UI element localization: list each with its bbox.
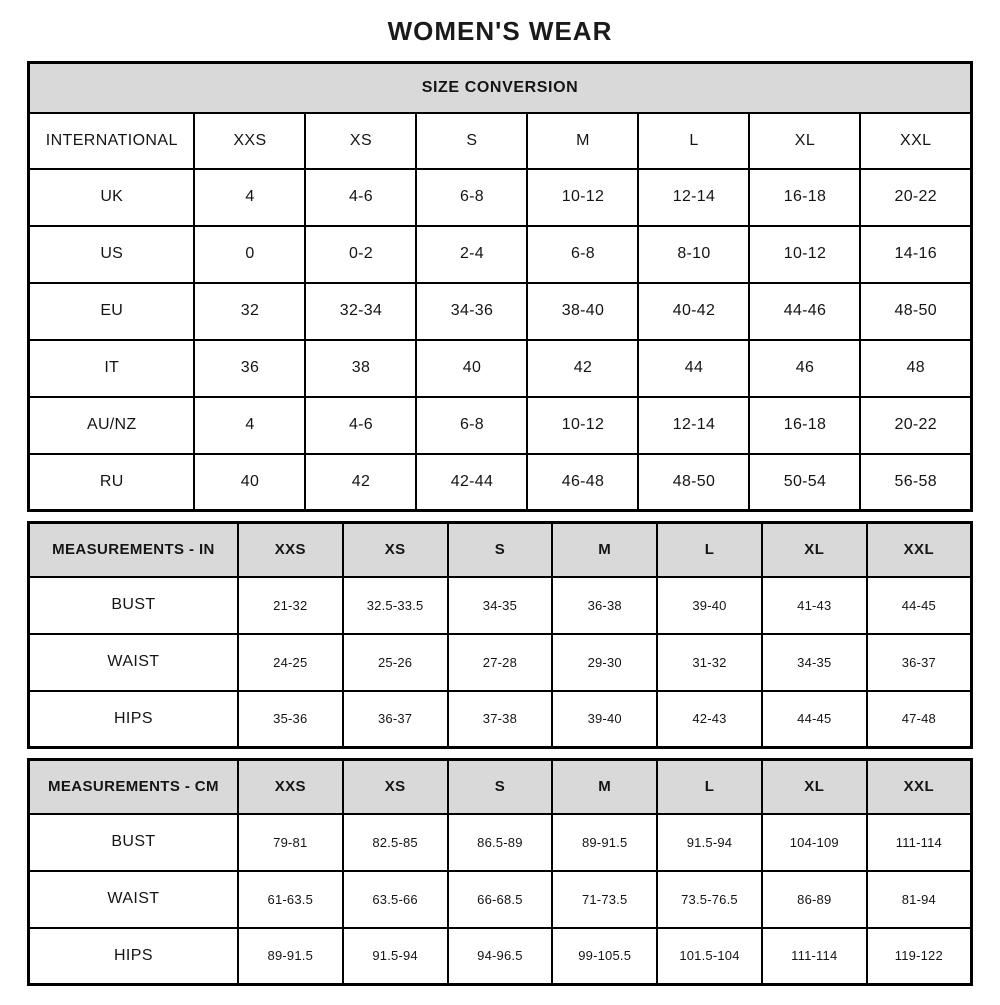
column-header-xs: XS: [343, 760, 448, 814]
cell-value: 36-37: [343, 691, 448, 748]
column-header-l: L: [657, 760, 762, 814]
column-header-s: S: [448, 760, 553, 814]
cell-value: 91.5-94: [343, 928, 448, 985]
cell-value: 73.5-76.5: [657, 871, 762, 928]
cell-value: 8-10: [638, 226, 749, 283]
cell-value: 50-54: [749, 454, 860, 511]
cell-value: 32: [194, 283, 305, 340]
cell-value: 48: [860, 340, 971, 397]
cell-value: 40: [416, 340, 527, 397]
cell-value: 42-43: [657, 691, 762, 748]
column-header-xl: XL: [762, 523, 867, 577]
row-label: US: [29, 226, 195, 283]
cell-value: 38-40: [527, 283, 638, 340]
table-row: [29, 691, 972, 748]
cell-value: 36-37: [867, 634, 972, 691]
measurements-cm-table: [27, 758, 973, 986]
cell-value: 39-40: [657, 577, 762, 634]
row-label: AU/NZ: [29, 397, 195, 454]
cell-value: 47-48: [867, 691, 972, 748]
cell-value: 20-22: [860, 397, 971, 454]
cell-value: 10-12: [749, 226, 860, 283]
cell-value: 71-73.5: [552, 871, 657, 928]
column-header-xl: XL: [749, 113, 860, 169]
cell-value: 89-91.5: [552, 814, 657, 871]
row-label: HIPS: [29, 928, 238, 985]
cell-value: 21-32: [238, 577, 343, 634]
cell-value: 86.5-89: [448, 814, 553, 871]
cell-value: 12-14: [638, 169, 749, 226]
cell-value: 2-4: [416, 226, 527, 283]
table-row: [29, 454, 972, 511]
column-header-l: L: [657, 523, 762, 577]
cell-value: 61-63.5: [238, 871, 343, 928]
cell-value: 38: [305, 340, 416, 397]
table-row: [29, 814, 972, 871]
row-label: UK: [29, 169, 195, 226]
cell-value: 40-42: [638, 283, 749, 340]
cell-value: 31-32: [657, 634, 762, 691]
row-label: WAIST: [29, 634, 238, 691]
size-conversion-banner-row: [29, 63, 972, 113]
cell-value: 34-36: [416, 283, 527, 340]
row-label: BUST: [29, 577, 238, 634]
row-label: BUST: [29, 814, 238, 871]
table-row: [29, 169, 972, 226]
row-label: IT: [29, 340, 195, 397]
cell-value: 39-40: [552, 691, 657, 748]
cell-value: 99-105.5: [552, 928, 657, 985]
cell-value: 10-12: [527, 397, 638, 454]
cell-value: 36: [194, 340, 305, 397]
cell-value: 32.5-33.5: [343, 577, 448, 634]
cell-value: 32-34: [305, 283, 416, 340]
cell-value: 20-22: [860, 169, 971, 226]
cell-value: 46-48: [527, 454, 638, 511]
table-row: [29, 577, 972, 634]
column-header-l: L: [638, 113, 749, 169]
size-conversion-table: [27, 61, 973, 512]
cell-value: 29-30: [552, 634, 657, 691]
row-label: EU: [29, 283, 195, 340]
size-conversion-header-row: [29, 113, 972, 169]
row-label: HIPS: [29, 691, 238, 748]
cell-value: 0: [194, 226, 305, 283]
cell-value: 82.5-85: [343, 814, 448, 871]
cell-value: 44-45: [867, 577, 972, 634]
row-label: WAIST: [29, 871, 238, 928]
cell-value: 104-109: [762, 814, 867, 871]
cell-value: 14-16: [860, 226, 971, 283]
column-header-xl: XL: [762, 760, 867, 814]
cell-value: 16-18: [749, 397, 860, 454]
cell-value: 34-35: [448, 577, 553, 634]
column-header-xxs: XXS: [238, 523, 343, 577]
table-row: [29, 928, 972, 985]
cell-value: 94-96.5: [448, 928, 553, 985]
cell-value: 35-36: [238, 691, 343, 748]
cell-value: 42-44: [416, 454, 527, 511]
column-header-international: INTERNATIONAL: [29, 113, 195, 169]
table-row: [29, 397, 972, 454]
cell-value: 89-91.5: [238, 928, 343, 985]
cell-value: 4-6: [305, 169, 416, 226]
cell-value: 66-68.5: [448, 871, 553, 928]
cell-value: 27-28: [448, 634, 553, 691]
measurements-in-header-row: [29, 523, 972, 577]
cell-value: 16-18: [749, 169, 860, 226]
cell-value: 44: [638, 340, 749, 397]
cell-value: 12-14: [638, 397, 749, 454]
cell-value: 41-43: [762, 577, 867, 634]
cell-value: 63.5-66: [343, 871, 448, 928]
cell-value: 48-50: [860, 283, 971, 340]
cell-value: 56-58: [860, 454, 971, 511]
size-conversion-banner: SIZE CONVERSION: [29, 63, 972, 113]
column-header-xxs: XXS: [238, 760, 343, 814]
cell-value: 119-122: [867, 928, 972, 985]
cell-value: 4: [194, 169, 305, 226]
cell-value: 24-25: [238, 634, 343, 691]
cell-value: 4: [194, 397, 305, 454]
cell-value: 25-26: [343, 634, 448, 691]
column-header-xs: XS: [343, 523, 448, 577]
cell-value: 111-114: [762, 928, 867, 985]
column-header-xs: XS: [305, 113, 416, 169]
column-header-xxl: XXL: [867, 760, 972, 814]
cell-value: 36-38: [552, 577, 657, 634]
cell-value: 79-81: [238, 814, 343, 871]
cell-value: 86-89: [762, 871, 867, 928]
row-label: RU: [29, 454, 195, 511]
column-header-m: M: [527, 113, 638, 169]
cell-value: 6-8: [527, 226, 638, 283]
cell-value: 44-45: [762, 691, 867, 748]
table-row: [29, 283, 972, 340]
cell-value: 40: [194, 454, 305, 511]
cell-value: 10-12: [527, 169, 638, 226]
cell-value: 37-38: [448, 691, 553, 748]
measurements-in-table: [27, 521, 973, 749]
cell-value: 0-2: [305, 226, 416, 283]
column-header-xxl: XXL: [867, 523, 972, 577]
measurements-in-title: MEASUREMENTS - IN: [29, 523, 238, 577]
cell-value: 81-94: [867, 871, 972, 928]
column-header-xxl: XXL: [860, 113, 971, 169]
measurements-cm-title: MEASUREMENTS - CM: [29, 760, 238, 814]
column-header-m: M: [552, 523, 657, 577]
table-row: [29, 340, 972, 397]
cell-value: 34-35: [762, 634, 867, 691]
column-header-s: S: [416, 113, 527, 169]
cell-value: 42: [527, 340, 638, 397]
cell-value: 6-8: [416, 169, 527, 226]
cell-value: 111-114: [867, 814, 972, 871]
cell-value: 42: [305, 454, 416, 511]
table-row: [29, 871, 972, 928]
cell-value: 46: [749, 340, 860, 397]
cell-value: 6-8: [416, 397, 527, 454]
column-header-xxs: XXS: [194, 113, 305, 169]
cell-value: 91.5-94: [657, 814, 762, 871]
page-title: WOMEN'S WEAR: [387, 16, 613, 46]
column-header-s: S: [448, 523, 553, 577]
table-row: [29, 634, 972, 691]
column-header-m: M: [552, 760, 657, 814]
cell-value: 101.5-104: [657, 928, 762, 985]
measurements-cm-header-row: [29, 760, 972, 814]
table-row: [29, 226, 972, 283]
cell-value: 48-50: [638, 454, 749, 511]
cell-value: 44-46: [749, 283, 860, 340]
cell-value: 4-6: [305, 397, 416, 454]
